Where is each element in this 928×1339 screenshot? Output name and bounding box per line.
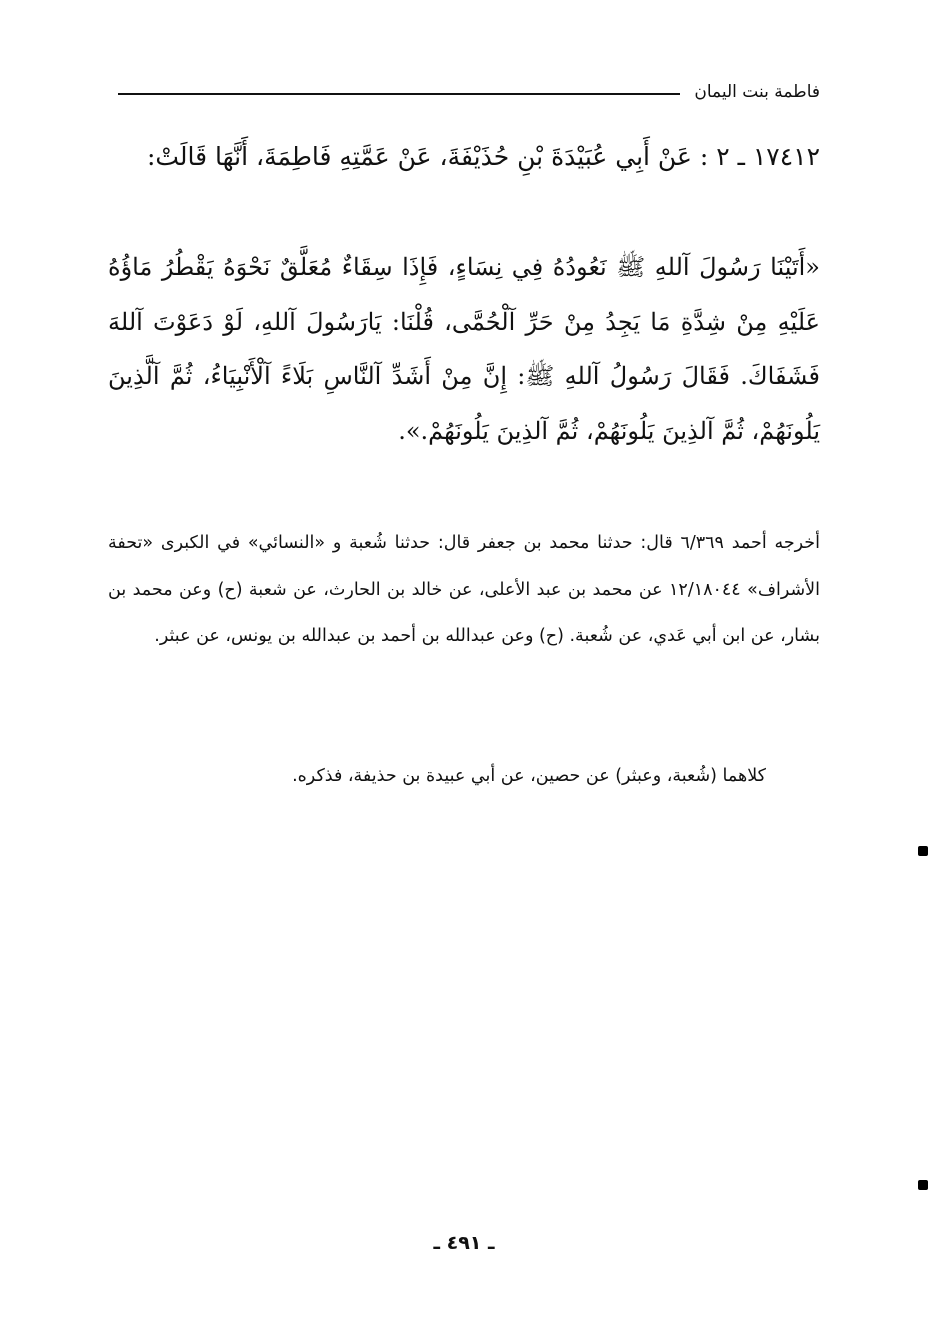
scan-edge-mark <box>918 846 928 856</box>
running-header-title: فاطمة بنت اليمان <box>694 82 820 102</box>
running-header <box>118 82 820 102</box>
header-rule <box>118 93 680 95</box>
summary-paragraph: كلاهما (شُعبة، وعبثر) عن حصين، عن أبي عبيدة بن حذيفة، فذكره. <box>292 766 766 786</box>
takhrij-paragraph: أخرجه أحمد ٦/٣٦٩ قال: حدثنا محمد بن جعفر قال: حدثنا شُعبة و «النسائي» في الكبرى «تحفة الأشراف» ١٢/١٨٠٤٤ عن محمد بن عبد الأعلى، عن خالد بن الحارث، عن شعبة (ح) وعن محمد بن بشار، عن ابن أبي عَدي، عن شُعبة. (ح) وعن عبدالله بن أحمد بن عبدالله بن يونس، عن عبثر. <box>108 533 820 646</box>
hadith-text: «أَتَيْنَا رَسُولَ آللهِ ﷺ نَعُودُهُ فِي نِسَاءٍ، فَإِذَا سِقَاءٌ مُعَلَّقٌ نَحْوَهُ يَقْطُرُ مَاؤُهُ عَلَيْهِ مِنْ شِدَّةِ مَا يَجِدُ مِنْ حَرِّ آلْحُمَّى، قُلْنَا: يَارَسُولَ آللهِ، لَوْ دَعَوْتَ آللهَ فَشَفَاكَ. فَقَالَ رَسُولُ آللهِ ﷺ: إِنَّ مِنْ أَشَدِّ آلنَّاسِ بَلَاءً آلْأَنْبِيَاءُ، ثُمَّ آلَّذِينَ يَلُونَهُمْ، ثُمَّ آلذِينَ يَلُونَهُمْ، ثُمَّ آلذِينَ يَلُونَهُمْ.». <box>108 253 820 445</box>
hadith-heading: ١٧٤١٢ ـ ٢ : عَنْ أَبِي عُبَيْدَةَ بْنِ حُذَيْفَةَ، عَنْ عَمَّتِهِ فَاطِمَةَ، أَنَّهَا قَالَتْ: <box>146 142 820 171</box>
scan-edge-mark <box>918 1180 928 1190</box>
page-number: ـ ٤٩١ ـ <box>433 1232 495 1254</box>
